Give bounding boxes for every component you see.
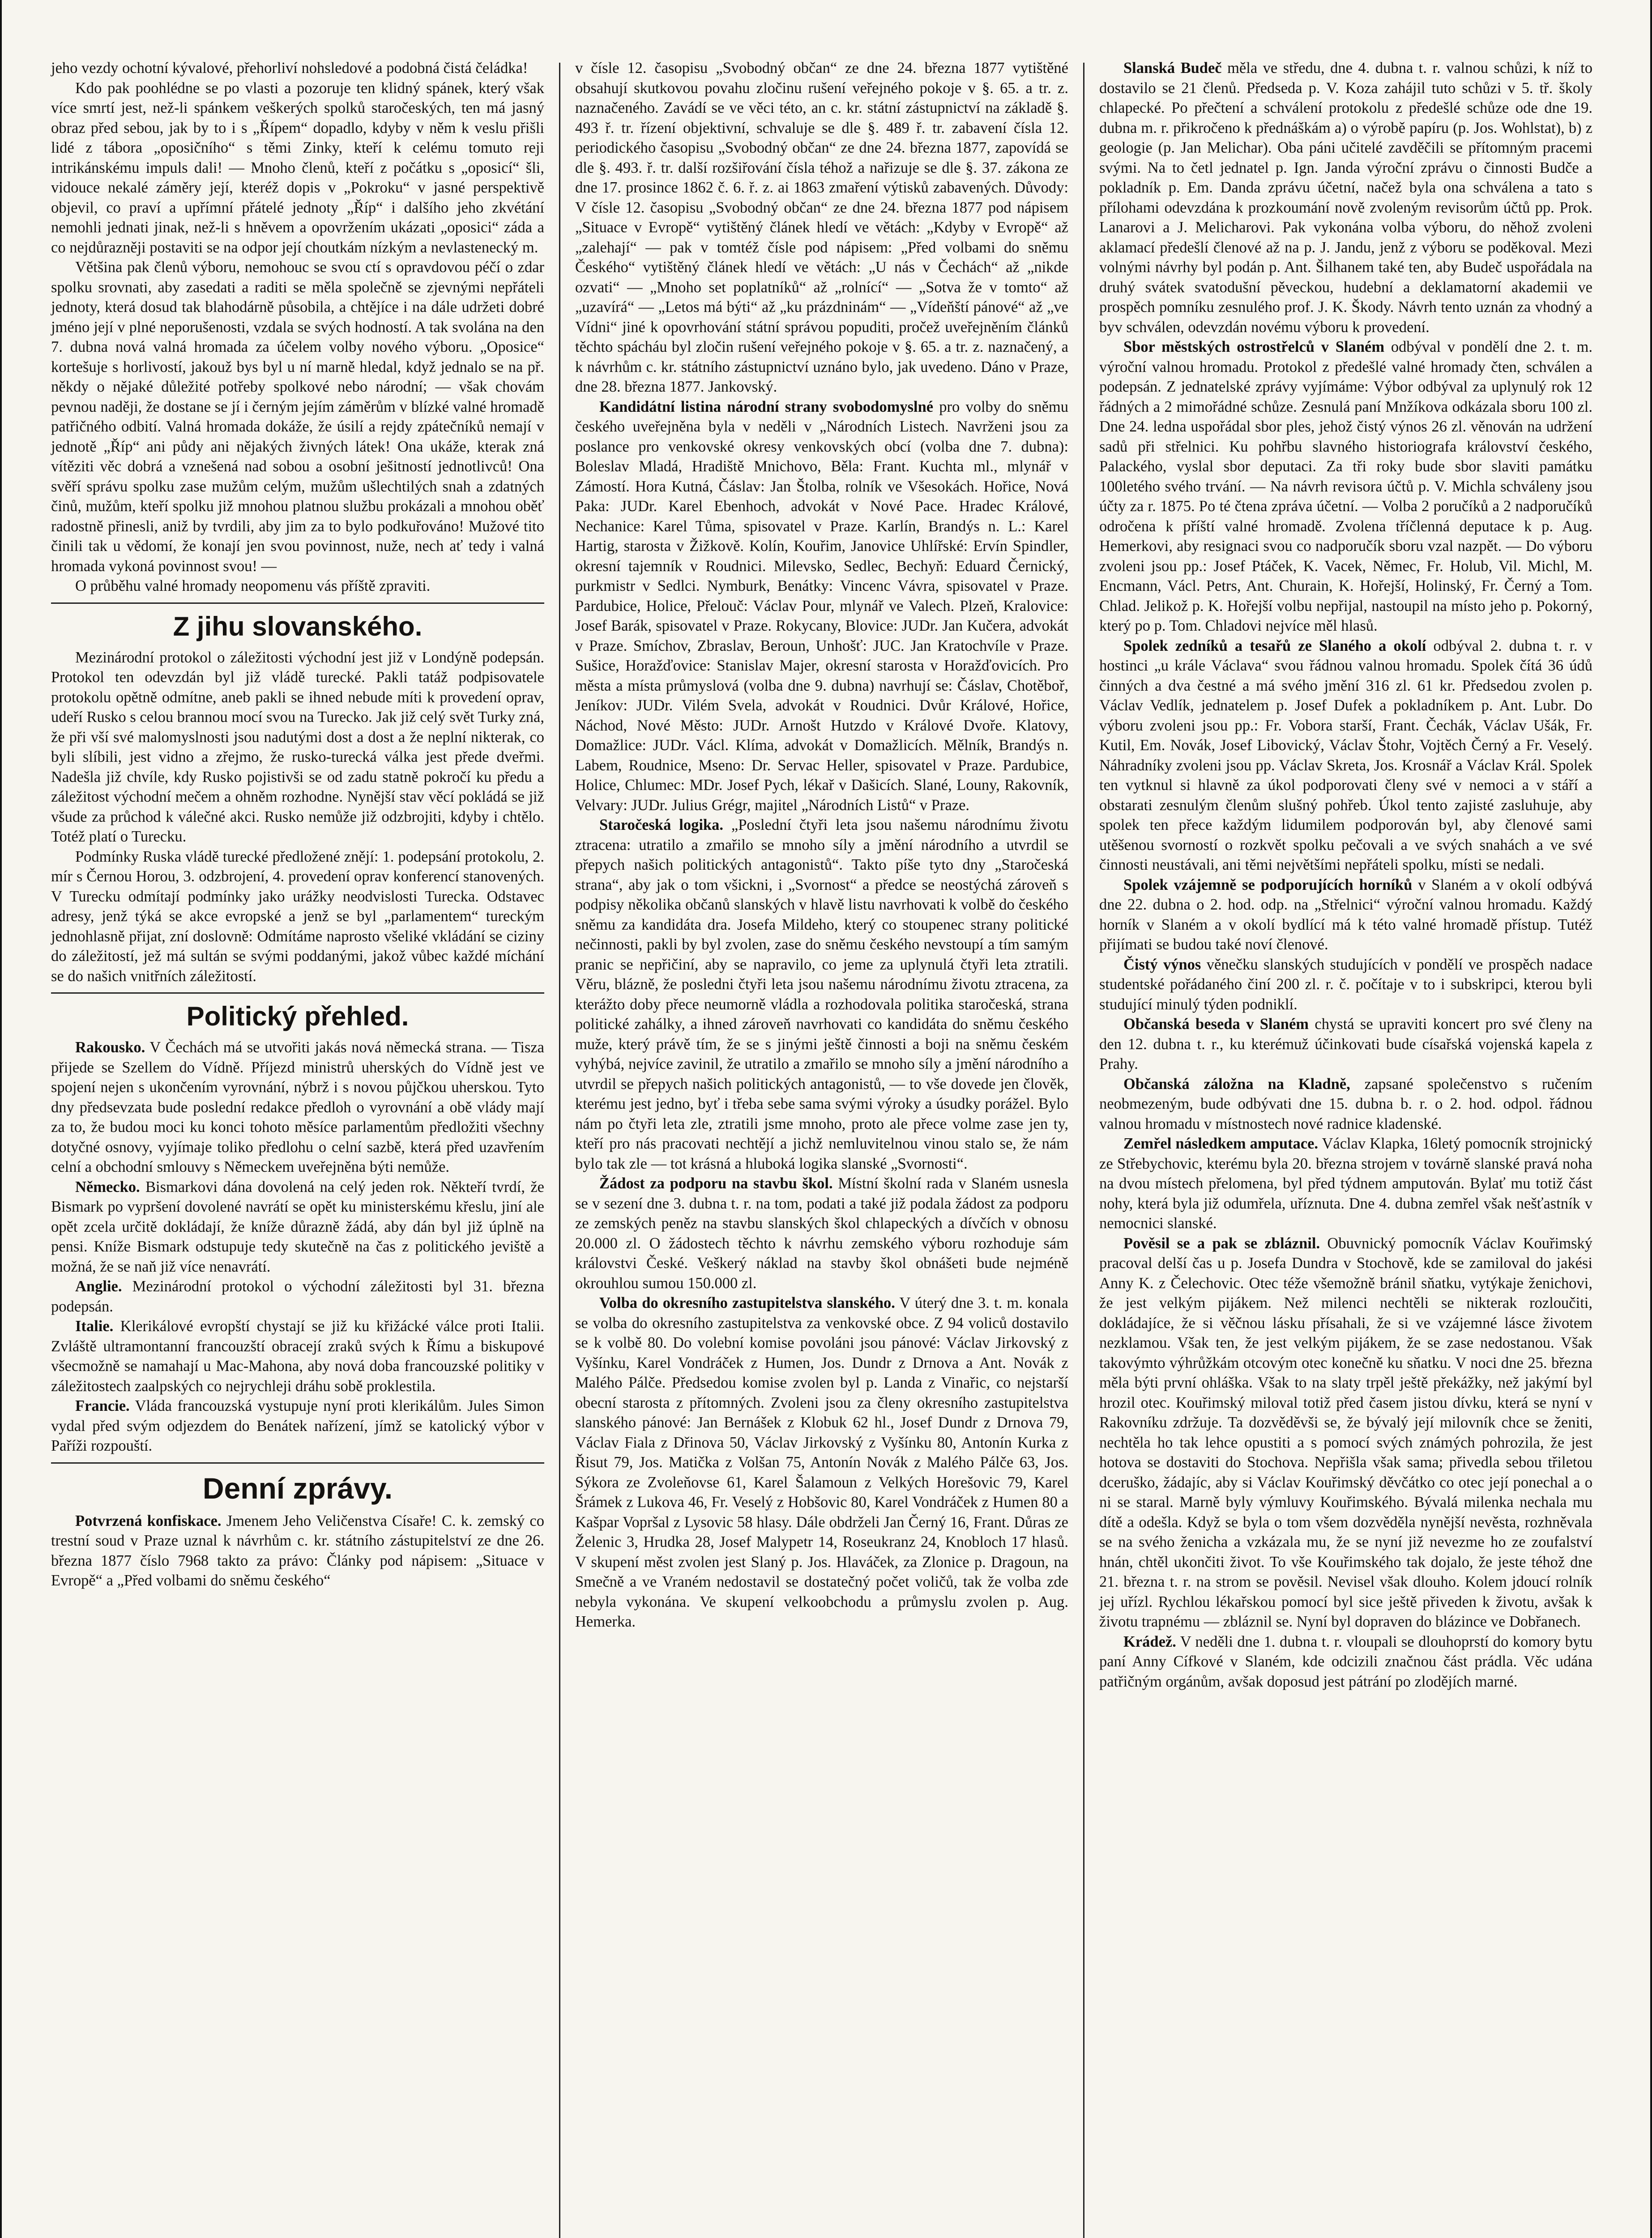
paragraph xyxy=(575,1293,1068,1632)
section-heading-south-slavic: Z jihu slovanského. xyxy=(173,611,423,641)
paragraph-lead: Potvrzená konfiskace. xyxy=(75,1512,222,1529)
section-divider xyxy=(51,1462,544,1464)
paragraph-lead: Rakousko. xyxy=(75,1039,145,1056)
paragraph-lead: Italie. xyxy=(75,1318,114,1335)
paragraph-lead: Žádost za podporu na stavbu škol. xyxy=(599,1175,833,1192)
paragraph xyxy=(1099,1632,1592,1692)
paragraph-text: chystá se upraviti koncert pro své členy na den 12. dubna t. r., ku kterémuž účinkovati bude císařská vojenská kapela z Prahy. xyxy=(1099,1016,1592,1072)
paragraph: Mezinárodní protokol o záležitosti východní jest již v Londýně podepsán. Protokol ten odevzdán byl již vládě turecké. Pakli tatáž podpisovatele protokolu opětně odmítne, aneb pakli se ihned nebude míti k provedení oprav, udeří Rusko s celou brannou mocí svou na Turecko. Jak již celý svět Turky zná, že při vší své malomyslnosti jsou nadutými dost a dost a že neplní nikterak, co byli slíbili, jest vidno a zřejmo, že rusko-turecká válka jest přede dveřmi. Nadešla již chvíle, kdy Rusko pojistivši se od zadu statně pokročí ku předu a záležitost východní mečem a ohněm rozhodne. Nynější stav věcí pokládá se již všude za průchod k válečné akci. Rusko nemůže již odzbrojiti, kdyby i chtělo. Totéž platí o Turecku. xyxy=(51,649,544,845)
paragraph: Podmínky Ruska vládě turecké předložené znějí: 1. podepsání protokolu, 2. mír s Černou Horou, 3. odzbrojení, 4. provedení oprav konferencí stanovených. V Turecku odmítají podmínky jako urážky neodvislosti Turecka. Odstavec adresy, jenž týká se akce evropské a jenž se byl „parlamentem“ tureckým jednohlasně přijat, zní doslovně: Odmítáme naprosto všeliké vkládání se ciziny do záležitostí, jež má sultán se svými poddanými, jakož vůbec každé míchání se do našich vnitřních záležitostí. xyxy=(51,848,544,985)
column-left xyxy=(40,58,555,2238)
paragraph xyxy=(1099,1014,1592,1074)
paragraph-text: Místní školní rada v Slaném usnesla se v sezení dne 3. dubna t. r. na tom, podati a také již podala žádost za podporu ze zemských peněz na stavbu slanských škol chlapeckých a dívčích v obnosu 20.000 zl. O žádostech těchto k návrhu zemského výboru rozhoduje sám královstvi České. Veškerý náklad na stavby škol obnášeti bude nejméně okrouhlou sumou 150.000 zl. xyxy=(575,1175,1068,1292)
section-divider xyxy=(51,992,544,994)
section-divider xyxy=(51,602,544,604)
paragraph-lead: Pověsil se a pak se zbláznil. xyxy=(1123,1234,1320,1252)
newspaper-page xyxy=(40,58,1616,2238)
paragraph xyxy=(51,1177,544,1277)
paragraph-text: zapsané společenstvo s ručením neobmezeným, bude odbývati dne 15. dubna b. r. o 2. hod. odpol. řádnou valnou hromadu v místnostech nové radnice kladenské. xyxy=(1099,1075,1592,1132)
paragraph-lead: Slanská Budeč xyxy=(1123,60,1222,77)
paragraph xyxy=(51,1277,544,1316)
paragraph-text: V úterý dne 3. t. m. konala se volba do okresního zastupitelstva za venkovské obce. Z 94 voliců dostavilo se k volbě 80. Do volební komise povoláni jsou pánové: Václav Jirkovský z Vyšínku, Karel Vondráček z Humen, Jos. Dundr z Drnova a Ant. Novák z Malého Pálče. Předsedou komise zvolen byl p. Landa z Vinařic, co nejstarší obecní starosta z přítomných. Zvoleni jsou za členy okresního zastupitelstva slanského pánové: Jan Bernášek z Klobuk 62 hl., Josef Dundr z Drnova 79, Václav Fiala z Dřinova 50, Václav Jirkovský z Vyšínku 80, Antonín Kurka z Řisut 79, Jos. Matička z Volšan 75, Antonín Novák z Malého Pálče 63, Jos. Sýkora ze Zvoleňovse 61, Karel Šalamoun z Velkých Horešovic 79, Karel Šrámek z Lukova 46, Fr. Veselý z Hobšovic 80, Karel Vondráček z Humen 80 a Kašpar Vopršal z Lysovic 58 hlasy. Dále obdrželi Jan Černý 16, Frant. Důras ze Želenic 3, Hrudka 28, Josef Malypetr 14, Roseukranz 24, Knobloch 17 hlasů. V skupení měst zvolen jest Slaný p. Jos. Hlaváček, za Zlonice p. Dragoun, na Smečně a ve Vraném nedostavil se dostatečný počet voličů, tak že volba zde nebyla vykonána. Ve skupení velkoobchodu a průmyslu zvolen p. Aug. Hemerka. xyxy=(575,1294,1068,1630)
paragraph-text: v Slaném a v okolí odbývá dne 22. dubna o 2. hod. odp. na „Střelnici“ výroční valnou hromadu. Každý horník v Slaném a v okolí bydlící má k této valné hromadě přístup. Tutéž přijímati se budou také noví členové. xyxy=(1099,876,1593,953)
paragraph xyxy=(51,1396,544,1456)
paragraph-lead: Občanská beseda v Slaném xyxy=(1123,1016,1309,1033)
paragraph xyxy=(51,1511,544,1591)
paragraph xyxy=(1099,636,1592,875)
paragraph xyxy=(1099,955,1592,1015)
paragraph-text: V neděli dne 1. dubna t. r. vloupali se dlouhoprstí do komory bytu paní Anny Cífkové v Slaném, kde odcizili značnou část prádla. Věc udána patřičným orgánům, avšak doposud jest pátrání po zlodějích marné. xyxy=(1099,1633,1592,1690)
paragraph-text: Klerikálové evropští chystají se již ku křižácké válce proti Italii. Zvláště ultramontanní francouzští obracejí zraků svých k Římu a biskupové všecmožně se namahají u Mac-Mahona, aby nová doba francouzské politiky v záležitostech zaalpských co nejrychleji dráhu sobě proklestila. xyxy=(51,1318,544,1395)
paragraph-lead: Francie. xyxy=(75,1397,130,1414)
paragraph-lead: Německo. xyxy=(75,1178,140,1196)
paragraph-text: V Čechách má se utvořiti jakás nová německá strana. — Tisza přijede se Szellem do Vídně. Příjezd ministrů uherských do Vídně jest ve spojení nejen s ukončením vyrovnání, nýbrž i s novou půjčkou uherskou. Tyto dny předsevzata bude poslední redakce předloh o vyrovnání a obě vlády mají za to, že budou moci ku konci tohoto měsíce parlamentům předložiti všechny dotyčné osnovy, vyjímaje toliko předlohu o celní sazbě, která před uzavřením celní a obchodní smlouvy s Německem uveřejněna býti nemůže. xyxy=(51,1039,544,1175)
paragraph-lead: Krádež. xyxy=(1123,1633,1176,1650)
page-left-edge xyxy=(0,0,2,2238)
paragraph-text: věnečku slanských studujících v pondělí ve prospěch nadace studentské pořádaného činí 200 zl. r. č. počítaje v to i subskripci, kterou byli studující minulý týden podniklí. xyxy=(1099,956,1593,1013)
paragraph-text: měla ve středu, dne 4. dubna t. r. valnou schůzi, k níž to dostavilo se 21 členů. Předseda p. V. Koza zahájil tuto schůzi v 5. tř. školy chlapecké. Po přečtení a schválení protokolu z předešlé schůze ode dne 19. dubna m. r. přikročeno k přednáškám a) o výrobě papíru (p. Jos. Wohlstat), b) z geologie (p. Jan Melichar). Oba páni učitelé zavděčili se přítomným pracemi svými. Na to četl jednatel p. Ign. Janda výroční zprávu o činnosti Budče a pokladník p. Em. Danda zprávu účetní, načež byla ona schválena a tato s přílohami odevzdána k prozkoumání nově zvoleným revisorům účtů pp. Prok. Lanarovi a J. Melicharovi. Pak vykonána volba výboru, do něhož zvoleni aklamací předešlí členové až na p. J. Jandu, jenž z výboru se poděkoval. Mezi volnými návrhy byl podán p. Ant. Šilhanem také ten, aby Budeč uspořádala na druhý svátek svatodušní pěveckou, hudební a deklamatorní akademii ve prospěch pomníku zesnulého prof. J. K. Škody. Návrh tento uznán za vhodný a byv schválen, odevzdán novému výboru k provedení. xyxy=(1099,60,1592,336)
section-heading-daily-news: Denní zprávy. xyxy=(202,1471,393,1505)
paragraph-text: odbýval v pondělí dne 2. t. m. výroční valnou hromadu. Protokol z předešlé valné hromady čten, schválen a podepsán. Z jednatelské zprávy vyjímáme: Výbor odbýval za uplynulý rok 12 řádných a 2 mimořádné schůze. Zesnulá paní Mnžíkova odkázala sboru 100 zl. Dne 24. ledna uspořádal sbor ples, jehož čistý výnos 26 zl. věnován na udržení sadů při střelnici. Ku pohřbu slavného historiografa království českého, Palackého, vyslal sbor deputaci. Za tři roky bude sbor slaviti památku 100letého svého trvání. — Na návrh revisora účtů p. V. Michla schváleny jsou účty za r. 1875. Po té čtena zpráva účetní. — Volba 2 poručíků a 2 nadporučíků odročena k příští valné hromadě. Zvolena tříčlenná deputace k p. Aug. Hemerkovi, aby resignaci svou co nadporučík sboru vzal nazpět. — Do výboru zvoleni jsou pp.: Josef Ptáček, K. Vacek, Němec, Fr. Holub, Vil. Michl, M. Encmann, Václ. Petrs, Ant. Churain, K. Hořejší, Holinský, Fr. Černý a Tom. Chlad. Jelikož p. K. Hořejší volbu nepřijal, nastoupil na místo jeho p. Pokorný, který po p. Tom. Chladovi nejvíce měl hlasů. xyxy=(1099,338,1592,634)
paragraph-text: Václav Klapka, 16letý pomocník strojnický ze Střebychovic, kterému byla 20. března strojem v továrně slanské pravá noha na dvou místech přelomena, byl před týdnem amputován. Bylať mu totiž část nohy, která byla již odumřela, uříznuta. Dne 4. dubna zemřel však nešťastník v nemocnici slanské. xyxy=(1099,1135,1592,1232)
paragraph xyxy=(1099,875,1592,955)
paragraph-lead: Staročeská logika. xyxy=(599,816,723,833)
page-right-edge xyxy=(1650,0,1652,2238)
paragraph-lead: Sbor městských ostrostřelců v Slaném xyxy=(1123,338,1385,355)
paragraph xyxy=(1099,1234,1592,1632)
paragraph-text: Vláda francouzská vystupuje nyní proti klerikálům. Jules Simon vydal před svým odjezdem do Benátek nařízení, jímž se katolický výbor v Paříži rozpouští. xyxy=(51,1397,544,1454)
paragraph-text: „Poslední čtyři leta jsou našemu národnímu životu ztracena: utratilo a zmařilo se mnoho síly a jmění národního a utvrdil se přepych našich politických antagonistů“. Takto píše tyto dny „Staročeská strana“, aby jak o tom všickni, i „Svornost“ a předce se neostýchá zároveň s podpisy několika občanů slanských v hlavě listu navrhovati k volbě do českého sněmu za kandidáta dra. Josefa Mildeho, který co stoupenec strany politické nečinnosti, pakli by byl zvolen, zase do sněmu českého nevstoupí a tím samým pranic se nepřičiní, aby se napravilo, co jeme za uplynulá čtyři leta ztratili. Věru, blázně, že posledni čtyři leta jsou našemu národnímu životu ztracena, za kterážto doby přece neumorně vládla a rozhodovala politika staročeská, strana politické zahálky, a ihned zároveň navrhovati co kandidáta do sněmu českého muže, který právě tím, že se s jinými ještě činnosti a boji na sněmu českém vyhýbá, nejvíce zavinil, že utratilo a zmařilo se mnoho síly a jmění národního a utvrdil se přepych našich politických antagonistů, — to vše dovede jen člověk, kterému jest jedno, byť i třeba sebe sama svými výroky a úsudky porážel. Bylo nám po čtyři leta zle, ztratili jsme mnoho, proto ale přece volme zase jen ty, kteří pro nás pracovati nechtějí a jichž nemluvitelnou vinou stalo se, že nám bylo tak zle — tot krásná a hluboká logika slanské „Svornosti“. xyxy=(575,816,1068,1172)
paragraph-text: odbýval 2. dubna t. r. v hostinci „u krále Václava“ svou řádnou valnou hromadu. Spolek čítá 36 údů činných a dva čestné a má svého jmění 316 zl. 61 kr. Předsedou zvolen p. Václav Vedlík, jednatelem p. Josef Dufek a pokladníkem p. Ant. Lubr. Do výboru zvoleni jsou pp.: Fr. Vobora starší, Frant. Čechák, Václav Ušák, Fr. Kutil, Em. Novák, Josef Libovický, Václav Štohr, Vojtěch Černý a Fr. Veselý. Náhradníky zvoleni jsou pp. Václav Skreta, Jos. Krosnář a Václav Král. Spolek ten vytknul si hlavně za úkol podporovati členy své v nemoci a v stáří a obstarati zesnulým členům slušný pohřeb. Úkol tento zajisté zasluhuje, aby spolek ten přece každým lidumilem podporován byl, aby členové sami utěšenou svorností o rozkvět spolku pečovali a ve svých snahách a ve své činnosti neustávali, ani těmi největšími nepřáteli spolku, místi se nedali. xyxy=(1099,637,1592,873)
paragraph-text: pro volby do sněmu českého uveřejněna byla v neděli v „Národních Listech. Navrženi jsou za poslance pro venkovské okresy venkovských obcí (volba dne 7. dubna): Boleslav Mladá, Hradiště Mnichovo, Běla: Frant. Kuchta ml., mlynář v Zámostí. Hora Kutná, Čáslav: Jan Štolba, rolník ve Všesokách. Hořice, Nová Paka: JUDr. Karel Ebenhoch, advokát v Nové Pace. Hradec Králové, Nechanice: Karel Tůma, spisovatel v Praze. Karlín, Brandýs n. L.: Karel Hartig, starosta v Žižkově. Kolín, Kouřim, Janovice Uhlířské: Ervín Spindler, okresní tajemník v Roudnici. Milevsko, Sedlec, Bechyň: Eduard Černický, purkmistr v Sedlci. Nymburk, Benátky: Vincenc Vávra, spisovatel v Praze. Pardubice, Holice, Přelouč: Václav Pour, mlynář ve Valech. Plzeň, Kralovice: Josef Barák, spisovatel v Praze. Rokycany, Blovice: JUDr. Jan Kučera, advokát v Praze. Smíchov, Zbraslav, Beroun, Unhošť: JUC. Jan Kratochvíle v Praze. Sušice, Horažďovice: Stanislav Majer, okresní starosta v Horažďovicích. Pro města a místa průmyslová (volba dne 9. dubna) navrhují se: Čáslav, Chotěboř, Jeníkov: JUDr. Vilém Svela, advokát v Roudnici. Dvůr Králové, Hořice, Náchod, Nové Město: JUDr. Arnošt Hutzdo v Králové Dvoře. Klatovy, Domažlice: JUDr. Václ. Klíma, advokát v Domažlicích. Mělník, Brandýs n. Labem, Roudnice, Mseno: Dr. Servac Heller, spisovatel v Praze. Pardubice, Holice, Chlumec: MDr. Josef Pych, lékař v Dašicích. Slané, Louny, Rakovník, Velvary: JUDr. Julius Grégr, majitel „Národních Listů“ v Praze. xyxy=(575,398,1068,814)
paragraph xyxy=(1099,1074,1592,1134)
paragraph-lead: Zemřel následkem amputace. xyxy=(1123,1135,1319,1152)
paragraph-lead: Spolek zedníků a tesařů ze Slaného a okolí xyxy=(1123,637,1426,654)
paragraph xyxy=(1099,58,1592,337)
column-middle xyxy=(564,58,1079,2238)
paragraph-text: Mezinárodní protokol o východní záležitosti byl 31. března podepsán. xyxy=(51,1278,544,1315)
paragraph xyxy=(575,1174,1068,1293)
paragraph: Kdo pak poohlédne se po vlasti a pozoruje ten klidný spánek, který však více smrtí jest, než-li spánkem veškerých spolků staročeských, ten má jasný obraz před sebou, jak by to i s „Řípem“ dopadlo, kdyby v něm k veslu přišli lidé z tábora „oposičního“ s těmi Zinky, kteří k celému tomuto reji intrikánskému impuls dali! — Mnoho členů, kteří z počátku s „oposicí“ šli, vidouce nekalé záměry její, kteréž dopis v „Pokroku“ v jasné perspektivě objevil, co praví a upřímní přátelé jednoty „Říp“ i dalšího jeho zkvétání nemohli jednati jinak, než-li s hněvem a opovržením ukázati „oposici“ záda a co nejdůrazněji postaviti se na odpor její choutkám nízkým a nevlastenecký m. xyxy=(51,79,544,256)
paragraph: jeho vezdy ochotní kývalové, přehorliví nohsledové a podobná čistá čeládka! xyxy=(51,60,528,77)
paragraph: Většina pak členů výboru, nemohouc se svou ctí s opravdovou péčí o zdar spolku srovnati, aby zasedati a raditi se měla společně se zjevnými nepřáteli jednoty, která dosud tak blahodárně působila, a chtějíce i na dále udržeti dobré jméno její v plné neporušenosti, vzdala se svých hodností. A tak svolána na den 7. dubna nová valná hromada za účelem volby nového výboru. „Oposice“ kortešuje s horlivostí, jakouž bys byl u ní marně hledal, když jednalo se na př. někdy o nějaké důležité potřeby spolkové nebo národní; — však chovám pevnou naději, že dostane se jí i černým jejím záměrům v blízké valné hromadě patřičného odbití. Valná hromada dokáže, že úsilí a rejdy zpátečníků nemají v jednotě „Říp“ ani půdy ani nějakých živných látek! Ona ukáže, kterak zná vítěziti věc dobrá a vznešená nad sobou a osobní ješitností jednotlivců! Ona svěří správu spolku zase mužům celým, mužům ušlechtilých snah a zdatných činů, mužům, kteří spolku již mnohou platnou službu prokázali a mnohou oběť radostně přinesli, aniž by tvrdili, aby jim za to bylo podkuřováno! Mužové tito činili tak u vědomí, že konají jen svou povinnost, nuže, nech ať tedy i valná hromada vykoná povinnost svou! — xyxy=(51,259,544,575)
paragraph xyxy=(1099,337,1592,636)
paragraph xyxy=(1099,1134,1592,1234)
paragraph xyxy=(575,815,1068,1174)
column-rule xyxy=(1083,63,1084,2238)
paragraph xyxy=(51,1316,544,1396)
paragraph xyxy=(51,1038,544,1177)
paragraph-text: Bismarkovi dána dovolená na celý jeden rok. Někteří tvrdí, že Bismark po vypršení dovolené navrátí se opět ku ministerskému křeslu, jiní ale opět zcela určitě dokládají, že kníže důrazně žádá, aby dán byl již úplně na pensi. Kníže Bismark odstupuje tedy skutečně na čas z politického jeviště a možná, že se naň již více nenavrátí. xyxy=(51,1178,544,1275)
paragraph: O průběhu valné hromady neopomenu vás příště zpraviti. xyxy=(75,577,431,594)
paragraph-lead: Anglie. xyxy=(75,1278,122,1295)
paragraph xyxy=(575,397,1068,816)
paragraph-lead: Volba do okresního zastupitelstva slanského. xyxy=(599,1294,895,1311)
paragraph: v čísle 12. časopisu „Svobodný občan“ ze dne 24. března 1877 vytištěné obsahují skutkovou povahu zločinu rušení veřejného pokoje v §. 65. a tr. z. naznačeného. Zavádí se ve věci této, an c. kr. státní zástupnictví na základě §. 493 ř. tr. řízení objektivní, schvaluje se dle §. 489 ř. tr. zabavení čísla 12. periodického časopisu „Svobodný občan“ ze dne 24. března 1877, zapovídá se dle §. 493. ř. tr. další rozšiřování čísla téhož a nařizuje se dle §. 37. zákona ze dne 17. prosince 1862 č. 6. ř. z. ai 1863 zmaření výtisků zabavených. Důvody: V čísle 12. časopisu „Svobodný občan“ ze dne 24. března 1877 pod nápisem „Situace v Evropě“ vytištěný článek hledí ve větách: „Kdyby v Evropě“ až „zalehají“ — pak v tomtéž čísle pod nápisem: „Před volbami do sněmu Českého“ vytištěný článek hledí ve větách: „U nás v Čechách“ až „nikde ozvati“ — „Mnoho set poplatníků“ až „rolnící“ — „Sotva že v tomto“ až „uzavírá“ — „Letos má býti“ až „ku prázdninám“ — „Vídeňští pánové“ až „ve Vídni“ jiné k opovrhování státní správou popuditi, pročež uveřejněním článků těchto spácháu byl zločin rušení veřejného pokoje v §. 65. a tr. z. naznačený, a k návrhům c. kr. státního zástupnictví uznáno bylo, jak uvedeno. Dáno v Praze, dne 28. března 1877. Jankovský. xyxy=(575,60,1068,395)
paragraph-lead: Občanská záložna na Kladně, xyxy=(1123,1075,1350,1093)
column-right xyxy=(1089,58,1603,2238)
paragraph-lead: Čistý výnos xyxy=(1123,956,1201,973)
column-rule xyxy=(559,63,560,2238)
paragraph-lead: Spolek vzájemně se podporujících horníků xyxy=(1123,876,1413,893)
section-heading-political-overview: Politický přehled. xyxy=(186,1001,409,1031)
paragraph-lead: Kandidátní listina národní strany svobodomyslné xyxy=(599,398,934,415)
paragraph-text: Obuvnický pomocník Václav Kouřimský pracoval delší čas u p. Josefa Dundra v Stochově, kde se zamiloval do jakési Anny K. z Čelechovic. Otec téže všemožně bránil sňatku, vytýkaje ženichovi, že jest velkým pijákem. Než milenci nechtěli se nikterak rozloučiti, dokládajíce, že si věčnou lásku přísahali, že si ve vzájemné lásce životem nezklamou. Však ten, že jest velkým pijákem, že se zase nedostanou. Však takovýmto výhrůžkám otcovým otec konečně ku sňatku. V noci dne 25. března měla býti první ohláška. Však to na slaty trpěl ještě překážky, než jakýmí byl hrozil otec. Kouřimský miloval totiž před časem jistou dívku, která se nyní v Rakovníku zdržuje. Ta dozvěděvši se, že bývalý její milovník chce se ženiti, nechtěla ho tak lehce opustiti a s pomocí svých známých pohrozila, že jest hotova se dostaviti do Stochova. Nepřišla však sama; přivedla sebou třiletou dceruško, žádajíc, aby si Václav Kouřimský děvčátko co otec její ponechal a o ni se staral. Marně byly výmluvy Kouřimského. Bývalá milenka nechala mu dítě a odešla. Když se byla o tom všem dozvěděla nynější nevěsta, rozhněvala se na svého ženicha a vzkázala mu, že se nyní již nevezme ho ze zoufalství hnán, chtěl ukončiti život. To vše Kouřimského tak dojalo, že jeste téhož dne 21. března t. r. na strom se pověsil. Nevisel však dlouho. Kolem jdoucí rolník jej uřízl. Rychlou lékařskou pomocí byl sice ještě přiveden k životu, avšak k životu trapnému — zbláznil se. Nyní byl dopraven do blázince ve Dobřanech. xyxy=(1099,1234,1592,1630)
paragraph-text: Jmenem Jeho Veličenstva Císaře! C. k. zemský co trestní soud v Praze uznal k návrhům c. kr. státního zástupitelství ze dne 26. března 1877 číslo 7968 takto za právo: Články pod nápisem: „Situace v Evropě“ a „Před volbami do sněmu českého“ xyxy=(51,1512,544,1589)
